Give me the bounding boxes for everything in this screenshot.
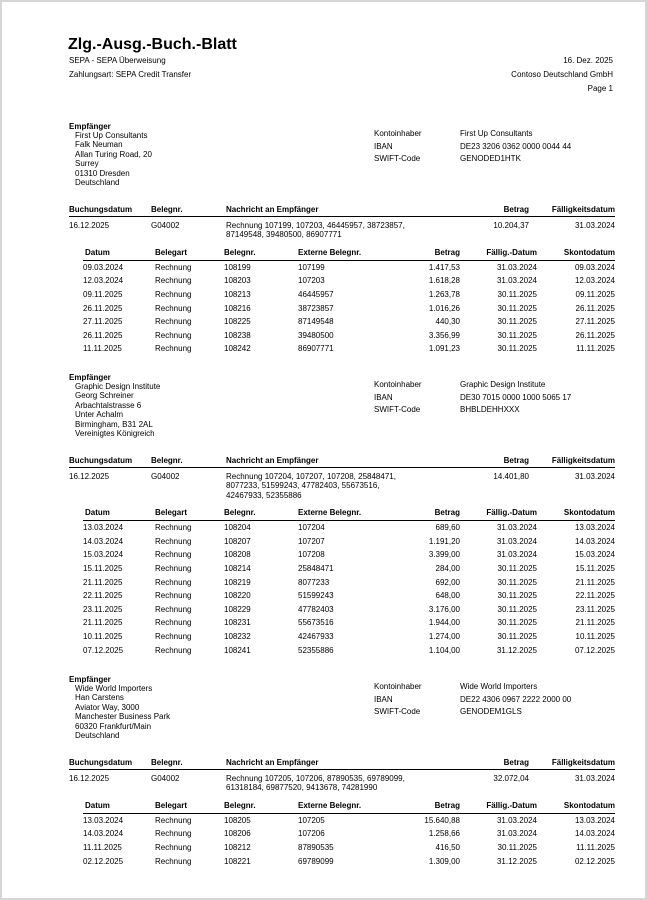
cell-doc-no: 108219 bbox=[224, 577, 251, 587]
payment-due-date: 31.03.2024 bbox=[574, 472, 615, 481]
address-line: Falk Neuman bbox=[75, 140, 123, 150]
iban-label: IBAN bbox=[374, 392, 393, 402]
doc-no-header: Belegnr. bbox=[151, 456, 183, 465]
table-row bbox=[83, 576, 615, 590]
address-line: Unter Achalm bbox=[75, 410, 124, 420]
payment-summary bbox=[69, 454, 615, 500]
payment-amount: 14.401,80 bbox=[493, 472, 529, 481]
payment-due-date: 31.03.2024 bbox=[574, 221, 615, 230]
payment-block bbox=[69, 675, 615, 900]
cell-type: Rechnung bbox=[155, 645, 192, 655]
cell-date: 22.11.2025 bbox=[83, 591, 123, 601]
col-due-date: Fällig.-Datum bbox=[486, 247, 537, 257]
payment-row bbox=[69, 217, 615, 240]
table-row bbox=[83, 616, 615, 630]
table-row bbox=[83, 302, 615, 316]
cell-amount: 3.356,99 bbox=[428, 330, 460, 340]
col-doc-no: Belegnr. bbox=[224, 508, 256, 518]
col-amount: Betrag bbox=[434, 508, 460, 518]
table-row bbox=[83, 521, 615, 535]
payment-amount: 32.072,04 bbox=[493, 774, 529, 783]
doc-no: G04002 bbox=[151, 774, 180, 783]
table-row bbox=[83, 288, 615, 302]
cell-type: Rechnung bbox=[155, 631, 192, 641]
cell-discount-date: 11.11.2025 bbox=[576, 842, 615, 852]
col-discount-date: Skontodatum bbox=[563, 247, 615, 257]
cell-doc-no: 108205 bbox=[224, 815, 251, 825]
posting-date-header: Buchungsdatum bbox=[69, 758, 133, 767]
message-line: Rechnung 107199, 107203, 46445957, 38723857, bbox=[226, 221, 405, 230]
cell-external-doc-no: 107208 bbox=[298, 550, 325, 560]
cell-discount-date: 15.03.2024 bbox=[574, 550, 615, 560]
cell-due-date: 30.11.2025 bbox=[497, 344, 537, 354]
cell-external-doc-no: 39480500 bbox=[298, 330, 334, 340]
cell-external-doc-no: 107204 bbox=[298, 523, 325, 533]
posting-date-header: Buchungsdatum bbox=[69, 205, 133, 214]
cell-external-doc-no: 42467933 bbox=[298, 631, 334, 641]
cell-date: 26.11.2025 bbox=[83, 303, 123, 313]
posting-date: 16.12.2025 bbox=[69, 774, 110, 783]
col-doc-no: Belegnr. bbox=[224, 800, 256, 810]
cell-date: 12.03.2024 bbox=[83, 276, 124, 286]
swift-label: SWIFT-Code bbox=[374, 405, 421, 414]
cell-external-doc-no: 107206 bbox=[298, 829, 325, 839]
table-row bbox=[83, 855, 615, 869]
cell-due-date: 30.11.2025 bbox=[497, 618, 537, 628]
message-line: 87149548, 39480500, 86907771 bbox=[226, 230, 342, 240]
posting-date: 16.12.2025 bbox=[69, 221, 110, 230]
cell-doc-no: 108242 bbox=[224, 344, 251, 354]
cell-discount-date: 23.11.2025 bbox=[575, 604, 615, 614]
iban-value: DE30 7015 0000 1000 5065 17 bbox=[460, 392, 572, 402]
cell-discount-date: 21.11.2025 bbox=[575, 577, 615, 587]
cell-amount: 440,30 bbox=[435, 317, 460, 327]
col-discount-date: Skontodatum bbox=[563, 800, 615, 810]
payment-header-row bbox=[69, 756, 615, 769]
address-line: First Up Consultants bbox=[75, 131, 148, 140]
invoice-lines-table bbox=[83, 506, 615, 657]
cell-date: 02.12.2025 bbox=[83, 856, 124, 866]
cell-date: 11.11.2025 bbox=[83, 842, 122, 852]
cell-doc-no: 108207 bbox=[224, 536, 251, 546]
account-info bbox=[374, 128, 571, 166]
cell-date: 15.03.2024 bbox=[83, 550, 124, 560]
table-row bbox=[83, 827, 615, 841]
cell-date: 13.03.2024 bbox=[83, 815, 124, 825]
cell-doc-no: 108231 bbox=[224, 618, 251, 628]
cell-type: Rechnung bbox=[155, 815, 192, 825]
cell-amount: 15.640,88 bbox=[424, 815, 460, 825]
col-due-date: Fällig.-Datum bbox=[486, 800, 537, 810]
address-line: Birmingham, B31 2AL bbox=[75, 419, 153, 429]
cell-due-date: 30.11.2025 bbox=[497, 591, 537, 601]
address-line: Aviator Way, 3000 bbox=[75, 702, 140, 712]
payment-type: Zahlungsart: SEPA Credit Transfer bbox=[69, 70, 192, 79]
cell-date: 26.11.2025 bbox=[83, 330, 123, 340]
cell-amount: 1.091,23 bbox=[428, 344, 460, 354]
cell-discount-date: 13.03.2024 bbox=[574, 523, 615, 533]
cell-external-doc-no: 107199 bbox=[298, 262, 325, 272]
invoice-lines-header bbox=[83, 246, 615, 261]
cell-type: Rechnung bbox=[155, 276, 192, 286]
address-line: Manchester Business Park bbox=[75, 712, 171, 722]
table-row bbox=[83, 841, 615, 855]
cell-amount: 1.618,28 bbox=[428, 276, 460, 286]
cell-type: Rechnung bbox=[155, 344, 192, 354]
payment-due-date: 31.03.2024 bbox=[574, 774, 615, 783]
cell-due-date: 30.11.2025 bbox=[497, 631, 537, 641]
cell-external-doc-no: 51599243 bbox=[298, 591, 334, 601]
cell-discount-date: 09.03.2024 bbox=[574, 262, 615, 272]
col-external-doc-no: Externe Belegnr. bbox=[298, 247, 362, 257]
cell-date: 11.11.2025 bbox=[83, 344, 122, 354]
cell-discount-date: 12.03.2024 bbox=[574, 276, 615, 286]
address-line: Arbachtalstrasse 6 bbox=[75, 400, 142, 410]
cell-date: 09.03.2024 bbox=[83, 262, 124, 272]
cell-discount-date: 13.03.2024 bbox=[574, 815, 615, 825]
cell-external-doc-no: 46445957 bbox=[298, 289, 334, 299]
invoice-lines-header bbox=[83, 799, 615, 814]
cell-external-doc-no: 47782403 bbox=[298, 604, 334, 614]
doc-no: G04002 bbox=[151, 221, 180, 230]
payment-amount: 10.204,37 bbox=[493, 221, 529, 230]
message-line: Rechnung 107204, 107207, 107208, 25848471, bbox=[226, 472, 396, 481]
doc-no-header: Belegnr. bbox=[151, 758, 183, 767]
cell-due-date: 31.03.2024 bbox=[496, 815, 537, 825]
cell-type: Rechnung bbox=[155, 289, 192, 299]
cell-doc-no: 108208 bbox=[224, 550, 251, 560]
cell-discount-date: 07.12.2025 bbox=[574, 645, 615, 655]
cell-due-date: 30.11.2025 bbox=[497, 563, 537, 573]
cell-discount-date: 11.11.2025 bbox=[576, 344, 615, 354]
message-header: Nachricht an Empfänger bbox=[226, 456, 319, 465]
col-doc-no: Belegnr. bbox=[224, 247, 256, 257]
cell-external-doc-no: 87149548 bbox=[298, 317, 334, 327]
cell-date: 15.11.2025 bbox=[83, 563, 123, 573]
cell-amount: 284,00 bbox=[435, 563, 460, 573]
cell-amount: 1.309,00 bbox=[428, 856, 460, 866]
col-date: Datum bbox=[85, 508, 110, 518]
iban-label: IBAN bbox=[374, 141, 393, 151]
cell-external-doc-no: 87890535 bbox=[298, 842, 334, 852]
cell-doc-no: 108203 bbox=[224, 276, 251, 286]
payment-block bbox=[69, 122, 615, 362]
cell-due-date: 31.03.2024 bbox=[496, 829, 537, 839]
payment-summary bbox=[69, 756, 615, 793]
cell-date: 13.03.2024 bbox=[83, 523, 124, 533]
posting-date-header: Buchungsdatum bbox=[69, 456, 133, 465]
cell-amount: 1.191,20 bbox=[428, 536, 460, 546]
cell-type: Rechnung bbox=[155, 330, 192, 340]
account-holder-label: Kontoinhaber bbox=[374, 380, 422, 389]
cell-doc-no: 108232 bbox=[224, 631, 251, 641]
cell-amount: 689,60 bbox=[435, 523, 460, 533]
cell-external-doc-no: 25848471 bbox=[298, 563, 334, 573]
cell-type: Rechnung bbox=[155, 523, 192, 533]
cell-discount-date: 14.03.2024 bbox=[574, 829, 615, 839]
cell-type: Rechnung bbox=[155, 604, 192, 614]
cell-amount: 1.944,00 bbox=[428, 618, 460, 628]
col-date: Datum bbox=[85, 247, 110, 257]
cell-due-date: 30.11.2025 bbox=[497, 289, 537, 299]
table-row bbox=[83, 315, 615, 329]
posting-date: 16.12.2025 bbox=[69, 472, 110, 481]
cell-doc-no: 108220 bbox=[224, 591, 251, 601]
cell-date: 21.11.2025 bbox=[83, 618, 123, 628]
col-discount-date: Skontodatum bbox=[563, 508, 615, 518]
col-external-doc-no: Externe Belegnr. bbox=[298, 800, 362, 810]
account-info bbox=[374, 681, 571, 719]
cell-discount-date: 14.03.2024 bbox=[574, 536, 615, 546]
address-line: Georg Schreiner bbox=[75, 391, 134, 401]
cell-date: 23.11.2025 bbox=[83, 604, 123, 614]
company-name: Contoso Deutschland GmbH bbox=[511, 70, 613, 79]
amount-header: Betrag bbox=[503, 456, 529, 465]
col-type: Belegart bbox=[155, 800, 188, 810]
table-row bbox=[83, 562, 615, 576]
message-to-recipient bbox=[226, 472, 444, 500]
recipient-address bbox=[75, 684, 170, 740]
cell-external-doc-no: 107205 bbox=[298, 815, 325, 825]
payment-header-row bbox=[69, 203, 615, 216]
col-type: Belegart bbox=[155, 247, 188, 257]
cell-date: 10.11.2025 bbox=[83, 631, 123, 641]
cell-amount: 1.258,66 bbox=[428, 829, 460, 839]
address-line: Deutschland bbox=[75, 178, 120, 188]
table-row bbox=[83, 630, 615, 644]
cell-amount: 1.016,26 bbox=[428, 303, 460, 313]
payment-summary bbox=[69, 203, 615, 240]
recipient-address bbox=[75, 131, 152, 187]
cell-doc-no: 108241 bbox=[224, 645, 251, 655]
cell-due-date: 30.11.2025 bbox=[497, 317, 537, 327]
cell-external-doc-no: 107203 bbox=[298, 276, 325, 286]
doc-no-header: Belegnr. bbox=[151, 205, 183, 214]
cell-due-date: 31.03.2024 bbox=[496, 536, 537, 546]
cell-due-date: 31.03.2024 bbox=[496, 523, 537, 533]
cell-date: 07.12.2025 bbox=[83, 645, 124, 655]
message-line: 42467933, 52355886 bbox=[226, 490, 302, 500]
swift-value: BHBLDEHHXXX bbox=[460, 405, 520, 414]
address-line: 01310 Dresden bbox=[75, 168, 130, 178]
due-date-header: Fälligkeitsdatum bbox=[551, 758, 615, 767]
address-line: Allan Turing Road, 20 bbox=[75, 149, 152, 159]
cell-due-date: 30.11.2025 bbox=[497, 303, 537, 313]
address-line: Han Carstens bbox=[75, 693, 124, 703]
recipient-heading: Empfänger bbox=[69, 373, 111, 382]
message-to-recipient bbox=[226, 774, 444, 793]
message-line: 8077233, 51599243, 47782403, 55673516, bbox=[226, 481, 380, 491]
swift-value: GENODED1HTK bbox=[460, 154, 521, 163]
cell-discount-date: 15.11.2025 bbox=[575, 563, 615, 573]
cell-due-date: 31.12.2025 bbox=[496, 645, 537, 655]
cell-discount-date: 26.11.2025 bbox=[575, 303, 615, 313]
cell-type: Rechnung bbox=[155, 591, 192, 601]
due-date-header: Fälligkeitsdatum bbox=[551, 205, 615, 214]
cell-amount: 1.263,78 bbox=[428, 289, 460, 299]
table-row bbox=[83, 261, 615, 275]
account-holder-value: Graphic Design Institute bbox=[460, 380, 546, 389]
recipient-address bbox=[75, 382, 160, 438]
payment-row bbox=[69, 468, 615, 500]
cell-type: Rechnung bbox=[155, 577, 192, 587]
table-row bbox=[83, 342, 615, 356]
cell-doc-no: 108225 bbox=[224, 317, 251, 327]
cell-amount: 3.399,00 bbox=[428, 550, 460, 560]
cell-amount: 648,00 bbox=[435, 591, 460, 601]
cell-doc-no: 108213 bbox=[224, 289, 251, 299]
cell-amount: 692,00 bbox=[435, 577, 460, 587]
payment-block bbox=[69, 373, 615, 655]
report-date: 16. Dez. 2025 bbox=[563, 56, 613, 65]
cell-date: 14.03.2024 bbox=[83, 536, 124, 546]
cell-due-date: 31.03.2024 bbox=[496, 262, 537, 272]
cell-type: Rechnung bbox=[155, 303, 192, 313]
col-type: Belegart bbox=[155, 508, 188, 518]
page-number: Page 1 bbox=[587, 84, 613, 93]
cell-doc-no: 108216 bbox=[224, 303, 251, 313]
address-line: Wide World Importers bbox=[75, 684, 153, 693]
message-header: Nachricht an Empfänger bbox=[226, 758, 319, 767]
address-line: Deutschland bbox=[75, 731, 120, 741]
cell-type: Rechnung bbox=[155, 829, 192, 839]
cell-due-date: 30.11.2025 bbox=[497, 842, 537, 852]
cell-doc-no: 108221 bbox=[224, 856, 251, 866]
recipient-heading: Empfänger bbox=[69, 675, 111, 684]
cell-amount: 416,50 bbox=[435, 842, 460, 852]
cell-due-date: 31.12.2025 bbox=[496, 856, 537, 866]
cell-type: Rechnung bbox=[155, 262, 192, 272]
iban-value: DE23 3206 0362 0000 0044 44 bbox=[460, 141, 572, 151]
cell-doc-no: 108214 bbox=[224, 563, 251, 573]
cell-discount-date: 02.12.2025 bbox=[574, 856, 615, 866]
swift-value: GENODEM1GLS bbox=[460, 707, 522, 716]
cell-discount-date: 26.11.2025 bbox=[575, 330, 615, 340]
swift-label: SWIFT-Code bbox=[374, 154, 421, 163]
iban-value: DE22 4306 0967 2222 2000 00 bbox=[460, 694, 572, 704]
cell-due-date: 30.11.2025 bbox=[497, 330, 537, 340]
table-row bbox=[83, 814, 615, 828]
table-row bbox=[83, 329, 615, 343]
table-row bbox=[83, 274, 615, 288]
cell-amount: 1.274,00 bbox=[428, 631, 460, 641]
cell-date: 27.11.2025 bbox=[83, 317, 123, 327]
address-line: Graphic Design Institute bbox=[75, 382, 161, 391]
cell-external-doc-no: 52355886 bbox=[298, 645, 334, 655]
cell-amount: 3.176,00 bbox=[428, 604, 460, 614]
address-line: Surrey bbox=[75, 159, 99, 169]
cell-type: Rechnung bbox=[155, 317, 192, 327]
cell-external-doc-no: 107207 bbox=[298, 536, 325, 546]
invoice-lines-header bbox=[83, 506, 615, 521]
report-title: Zlg.-Ausg.-Buch.-Blatt bbox=[68, 36, 237, 53]
col-amount: Betrag bbox=[434, 800, 460, 810]
swift-label: SWIFT-Code bbox=[374, 707, 421, 716]
due-date-header: Fälligkeitsdatum bbox=[551, 456, 615, 465]
cell-discount-date: 21.11.2025 bbox=[575, 618, 615, 628]
cell-amount: 1.104,00 bbox=[428, 645, 460, 655]
cell-type: Rechnung bbox=[155, 856, 192, 866]
cell-type: Rechnung bbox=[155, 618, 192, 628]
table-row bbox=[83, 589, 615, 603]
cell-date: 14.03.2024 bbox=[83, 829, 124, 839]
cell-external-doc-no: 69789099 bbox=[298, 856, 334, 866]
account-holder-label: Kontoinhaber bbox=[374, 682, 422, 691]
col-amount: Betrag bbox=[434, 247, 460, 257]
cell-type: Rechnung bbox=[155, 563, 192, 573]
doc-no: G04002 bbox=[151, 472, 180, 481]
cell-date: 09.11.2025 bbox=[83, 289, 123, 299]
table-row bbox=[83, 603, 615, 617]
cell-doc-no: 108238 bbox=[224, 330, 251, 340]
cell-due-date: 30.11.2025 bbox=[497, 604, 537, 614]
account-holder-value: First Up Consultants bbox=[460, 129, 533, 138]
cell-doc-no: 108229 bbox=[224, 604, 251, 614]
cell-doc-no: 108199 bbox=[224, 262, 251, 272]
cell-discount-date: 10.11.2025 bbox=[575, 631, 615, 641]
col-due-date: Fällig.-Datum bbox=[486, 508, 537, 518]
cell-amount: 1.417,53 bbox=[428, 262, 460, 272]
message-to-recipient bbox=[226, 221, 444, 240]
amount-header: Betrag bbox=[503, 205, 529, 214]
amount-header: Betrag bbox=[503, 758, 529, 767]
cell-discount-date: 22.11.2025 bbox=[575, 591, 615, 601]
table-row bbox=[83, 548, 615, 562]
cell-external-doc-no: 8077233 bbox=[298, 577, 330, 587]
cell-doc-no: 108212 bbox=[224, 842, 251, 852]
account-holder-label: Kontoinhaber bbox=[374, 129, 422, 138]
account-info bbox=[374, 379, 571, 417]
col-external-doc-no: Externe Belegnr. bbox=[298, 508, 362, 518]
cell-external-doc-no: 38723857 bbox=[298, 303, 334, 313]
cell-type: Rechnung bbox=[155, 536, 192, 546]
invoice-lines-table bbox=[83, 246, 615, 356]
cell-type: Rechnung bbox=[155, 550, 192, 560]
cell-due-date: 31.03.2024 bbox=[496, 550, 537, 560]
cell-discount-date: 09.11.2025 bbox=[575, 289, 615, 299]
recipient-heading: Empfänger bbox=[69, 122, 111, 131]
message-header: Nachricht an Empfänger bbox=[226, 205, 319, 214]
cell-discount-date: 27.11.2025 bbox=[575, 317, 615, 327]
payment-row bbox=[69, 770, 615, 793]
message-line: Rechnung 107205, 107206, 87890535, 69789099, bbox=[226, 774, 405, 783]
table-row bbox=[83, 535, 615, 549]
cell-doc-no: 108206 bbox=[224, 829, 251, 839]
iban-label: IBAN bbox=[374, 694, 393, 704]
cell-due-date: 31.03.2024 bbox=[496, 276, 537, 286]
cell-external-doc-no: 86907771 bbox=[298, 344, 334, 354]
address-line: Vereinigtes Königreich bbox=[75, 429, 155, 439]
col-date: Datum bbox=[85, 800, 110, 810]
cell-external-doc-no: 55673516 bbox=[298, 618, 334, 628]
payment-header-row bbox=[69, 454, 615, 467]
cell-type: Rechnung bbox=[155, 842, 192, 852]
report-subtitle: SEPA - SEPA Überweisung bbox=[69, 56, 166, 65]
account-holder-value: Wide World Importers bbox=[460, 682, 538, 691]
cell-date: 21.11.2025 bbox=[83, 577, 123, 587]
address-line: 60320 Frankfurt/Main bbox=[75, 721, 152, 731]
cell-due-date: 30.11.2025 bbox=[497, 577, 537, 587]
cell-doc-no: 108204 bbox=[224, 523, 251, 533]
invoice-lines-table bbox=[83, 799, 615, 868]
table-row bbox=[83, 644, 615, 658]
message-line: 61318184, 69877520, 9413678, 74281990 bbox=[226, 783, 378, 793]
